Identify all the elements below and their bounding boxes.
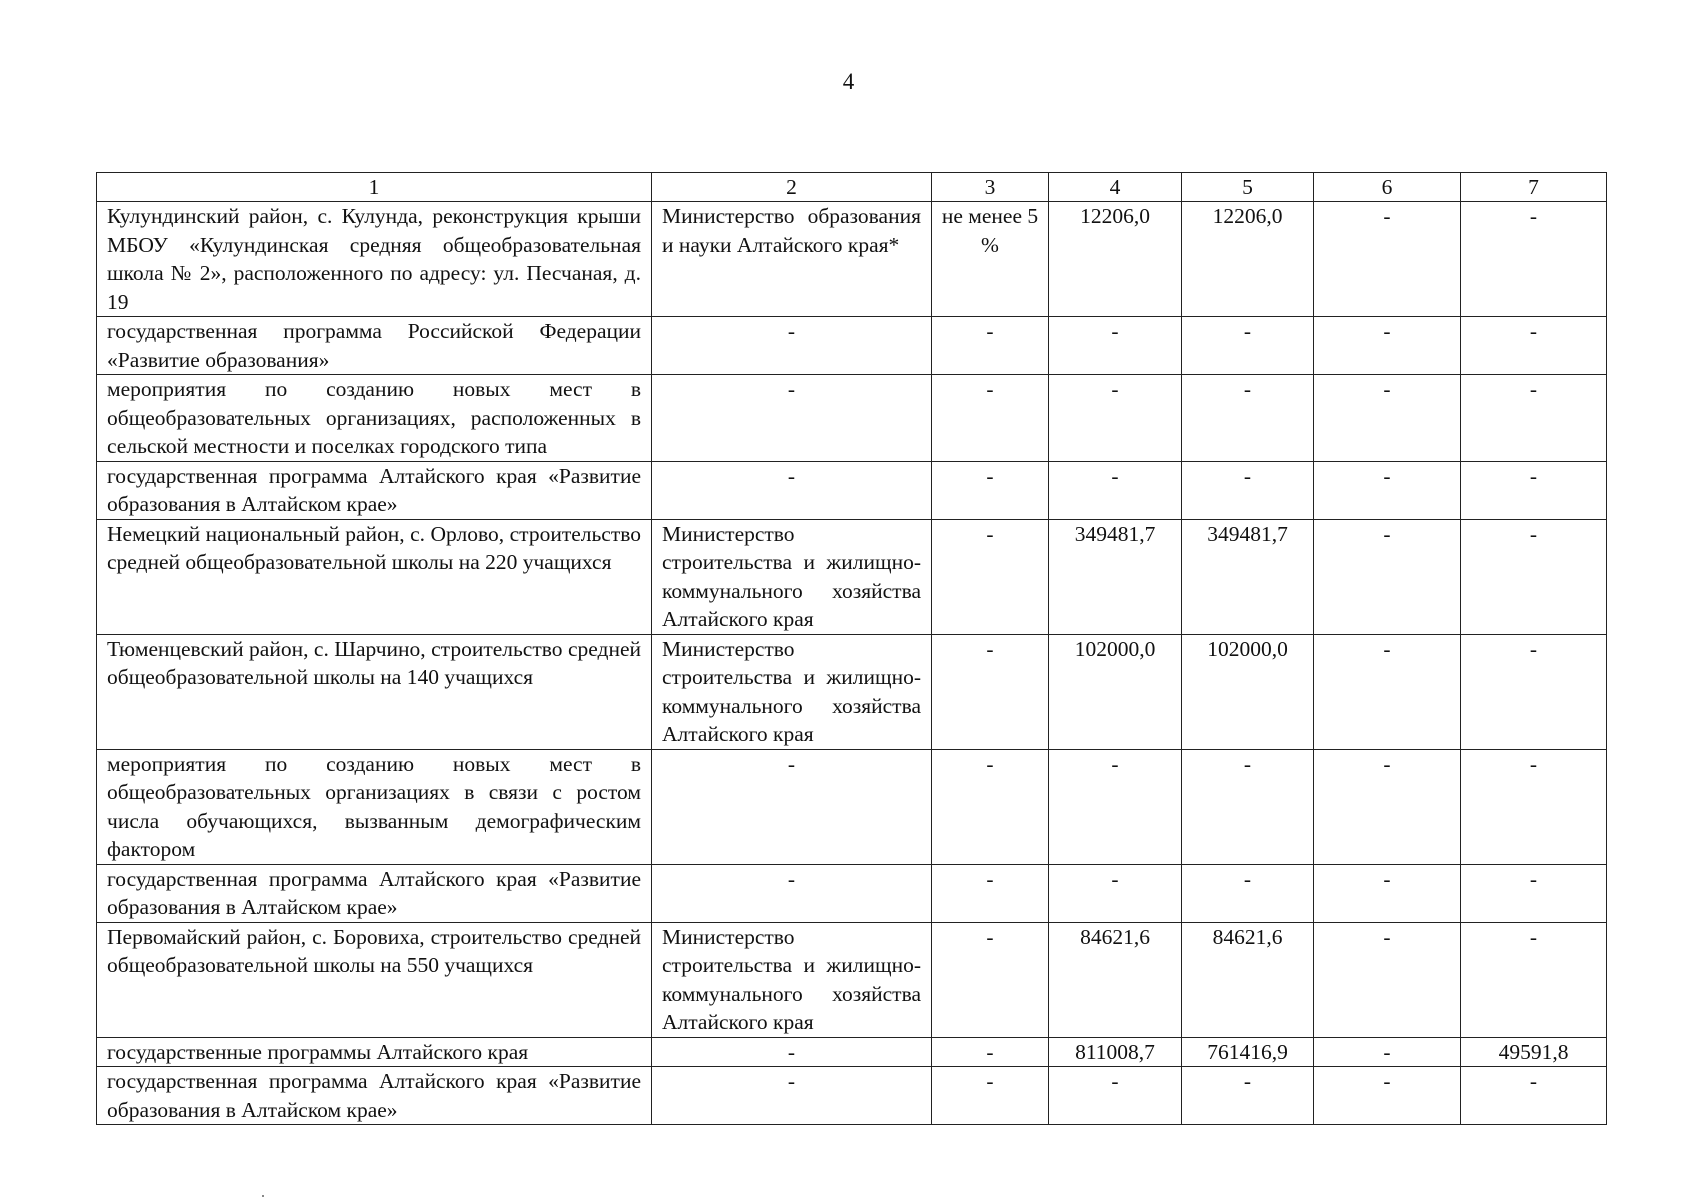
amount-col6-cell: -	[1314, 634, 1461, 749]
amount-total-cell: -	[1049, 317, 1182, 375]
responsible-cell: -	[652, 317, 932, 375]
amount-total-cell: 102000,0	[1049, 634, 1182, 749]
project-name-cell: Тюменцевский район, с. Шарчино, строительство средней общеобразовательной школы на 140 учащихся	[97, 634, 652, 749]
cofinancing-cell: -	[932, 922, 1049, 1037]
amount-col5-cell: 102000,0	[1182, 634, 1314, 749]
amount-col6-cell: -	[1314, 317, 1461, 375]
amount-col5-cell: -	[1182, 461, 1314, 519]
amount-col5-cell: 84621,6	[1182, 922, 1314, 1037]
responsible-cell: -	[652, 864, 932, 922]
amount-col5-cell: 761416,9	[1182, 1037, 1314, 1067]
table-header-row	[97, 173, 1607, 202]
amount-col6-cell: -	[1314, 1067, 1461, 1125]
project-name-cell: мероприятия по созданию новых мест в общеобразовательных организациях, расположенных в сельской местности и поселках городского типа	[97, 375, 652, 462]
cofinancing-cell: -	[932, 864, 1049, 922]
amount-total-cell: 349481,7	[1049, 519, 1182, 634]
header-cell: 2	[652, 173, 932, 202]
header-cell: 4	[1049, 173, 1182, 202]
table-row	[97, 519, 1607, 634]
amount-total-cell: 84621,6	[1049, 922, 1182, 1037]
amount-total-cell: 12206,0	[1049, 202, 1182, 317]
cofinancing-cell: -	[932, 1067, 1049, 1125]
project-name-cell: Кулундинский район, с. Кулунда, реконструкция крыши МБОУ «Кулундинская средняя общеобразовательная школа № 2», расположенного по адресу: ул. Песчаная, д. 19	[97, 202, 652, 317]
amount-col6-cell: -	[1314, 375, 1461, 462]
table-row	[97, 634, 1607, 749]
responsible-cell: -	[652, 461, 932, 519]
table-row	[97, 202, 1607, 317]
project-name-cell: мероприятия по созданию новых мест в общеобразовательных организациях в связи с ростом числа обучающихся, вызванным демографическим фактором	[97, 749, 652, 864]
amount-total-cell: 811008,7	[1049, 1037, 1182, 1067]
amount-col6-cell: -	[1314, 461, 1461, 519]
header-cell: 6	[1314, 173, 1461, 202]
project-name-cell: государственная программа Алтайского края «Развитие образования в Алтайском крае»	[97, 461, 652, 519]
budget-table	[96, 172, 1607, 1125]
responsible-cell: Министерство строительства и жилищно-коммунального хозяйства Алтайского края	[652, 519, 932, 634]
cofinancing-cell: -	[932, 317, 1049, 375]
cofinancing-cell: -	[932, 1037, 1049, 1067]
header-cell: 3	[932, 173, 1049, 202]
amount-col7-cell: -	[1461, 461, 1607, 519]
table-row	[97, 922, 1607, 1037]
cofinancing-cell: -	[932, 375, 1049, 462]
amount-col7-cell: -	[1461, 202, 1607, 317]
project-name-cell: государственная программа Российской Федерации «Развитие образования»	[97, 317, 652, 375]
responsible-cell: Министерство образования и науки Алтайского края*	[652, 202, 932, 317]
amount-col6-cell: -	[1314, 1037, 1461, 1067]
amount-col5-cell: 349481,7	[1182, 519, 1314, 634]
amount-col5-cell: -	[1182, 749, 1314, 864]
amount-total-cell: -	[1049, 1067, 1182, 1125]
responsible-cell: Министерство строительства и жилищно-коммунального хозяйства Алтайского края	[652, 922, 932, 1037]
header-cell: 5	[1182, 173, 1314, 202]
amount-col7-cell: -	[1461, 864, 1607, 922]
page-number: 4	[842, 69, 855, 94]
amount-col7-cell: -	[1461, 749, 1607, 864]
amount-total-cell: -	[1049, 864, 1182, 922]
amount-total-cell: -	[1049, 461, 1182, 519]
table-row	[97, 749, 1607, 864]
header-cell: 1	[97, 173, 652, 202]
responsible-cell: -	[652, 1037, 932, 1067]
project-name-cell: Немецкий национальный район, с. Орлово, строительство средней общеобразовательной школы на 220 учащихся	[97, 519, 652, 634]
cofinancing-cell: -	[932, 634, 1049, 749]
amount-col7-cell: -	[1461, 519, 1607, 634]
amount-col7-cell: -	[1461, 317, 1607, 375]
table-row	[97, 461, 1607, 519]
amount-col6-cell: -	[1314, 922, 1461, 1037]
table-row	[97, 1067, 1607, 1125]
project-name-cell: государственная программа Алтайского края «Развитие образования в Алтайском крае»	[97, 864, 652, 922]
cofinancing-cell: -	[932, 519, 1049, 634]
project-name-cell: Первомайский район, с. Боровиха, строительство средней общеобразовательной школы на 550 учащихся	[97, 922, 652, 1037]
amount-col5-cell: 12206,0	[1182, 202, 1314, 317]
project-name-cell: государственные программы Алтайского края	[97, 1037, 652, 1067]
project-name-cell: государственная программа Алтайского края «Развитие образования в Алтайском крае»	[97, 1067, 652, 1125]
responsible-cell: -	[652, 375, 932, 462]
amount-total-cell: -	[1049, 375, 1182, 462]
table-row	[97, 864, 1607, 922]
scan-speck	[262, 1195, 264, 1197]
responsible-cell: -	[652, 1067, 932, 1125]
amount-col7-cell: -	[1461, 1067, 1607, 1125]
table-row	[97, 375, 1607, 462]
amount-col5-cell: -	[1182, 864, 1314, 922]
header-cell: 7	[1461, 173, 1607, 202]
amount-col6-cell: -	[1314, 864, 1461, 922]
amount-col7-cell: 49591,8	[1461, 1037, 1607, 1067]
cofinancing-cell: -	[932, 749, 1049, 864]
amount-col6-cell: -	[1314, 202, 1461, 317]
amount-col5-cell: -	[1182, 317, 1314, 375]
amount-col6-cell: -	[1314, 749, 1461, 864]
responsible-cell: -	[652, 749, 932, 864]
amount-col7-cell: -	[1461, 634, 1607, 749]
amount-total-cell: -	[1049, 749, 1182, 864]
amount-col7-cell: -	[1461, 375, 1607, 462]
responsible-cell: Министерство строительства и жилищно-коммунального хозяйства Алтайского края	[652, 634, 932, 749]
cofinancing-cell: не менее 5 %	[932, 202, 1049, 317]
table-row-subtotal	[97, 1037, 1607, 1067]
amount-col5-cell: -	[1182, 375, 1314, 462]
amount-col6-cell: -	[1314, 519, 1461, 634]
cofinancing-cell: -	[932, 461, 1049, 519]
amount-col5-cell: -	[1182, 1067, 1314, 1125]
table-row	[97, 317, 1607, 375]
amount-col7-cell: -	[1461, 922, 1607, 1037]
